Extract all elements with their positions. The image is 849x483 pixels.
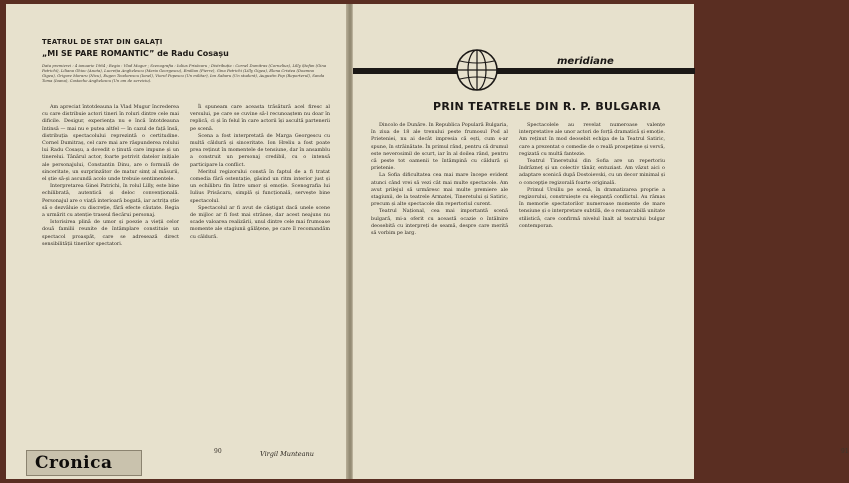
magazine-spread xyxy=(6,4,849,479)
review-headline: „MI SE PARE ROMANTIC” de Radu Cosașu xyxy=(42,49,229,58)
paragraph: Istorisirea plină de umor și poezie a vieții celor două familii reunite de întâmplare constituie un spectacol proaspăt, care se adresează direct sensibilității tinerilor spectatori. xyxy=(42,219,179,247)
theatre-kicker: TEATRUL DE STAT DIN GALAȚI xyxy=(42,38,163,46)
paragraph: Scena a fost interpretată de Marga Georgescu cu multă căldură și sinceritate. Ion Hreliu a fost poate prea reținut în momentele de tensiune, dar în ansamblu a construit un personaj credibil, cu o intensă participare la conflict. xyxy=(190,132,330,168)
production-credits: Data premierei : 4 ianuarie 1964 ; Regia : Vlad Mugur ; Scenografia : Iulius Prisăcaru ; Distribuția : Cornel Dumitras (Cornelius), Lilly Ștefan (Gina Patrichi), Liliana Ghioc (Aneta), Lucreția Anghelescu (Maria Georgescu), Emilian (Pierre), Gina Patrichi (Lilly Gigea), Elena Cristea (Doamna Gigea), Grigore Moraru (Nicu), Eugen Teodorescu (Ionel), Viorel Popescu (Un militar), Ion Sabaru (Un student), Augustin Pop (Reporterul), Sanda Toma (Ioana), Costache Anghelescu (Un om de serviciu). xyxy=(42,63,327,83)
cronica-label: Cronica xyxy=(35,453,113,473)
paragraph: Spectacolele au revelat numeroase valențe interpretative ale unor actori de forță dramatică și emoție. Am reținut în mod deosebit echipa de la Teatrul Satiric, care a prezentat o comedie de o reală prospețime și vervă, regizată cu multă fantezie. xyxy=(519,122,665,157)
left-column-2 xyxy=(190,104,330,442)
paragraph: Îi spuneam care aceasta trăsătură acel firesc al versului, pe care se cuvine să-l recunoaștem nu doar în replică, ci și în felul în care actorii își ascultă partenerii pe scenă. xyxy=(190,104,330,132)
meridiane-label: meridiane xyxy=(553,56,618,67)
paragraph: La Sofia dificultatea cea mai mare începe evident atunci când vrei să vezi cât mai multe spectacole. Am avut prilejul să urmăresc mai multe premiere ale stagiunii, de la teatrele Armatei, Tineretului și Satiric, precum și alte spectacole din repertoriul curent. xyxy=(371,172,508,208)
paragraph: Dincolo de Dunăre. In Republica Populară Bulgaria, în ziua de 18 ale trenului peste frumosul Pod al Prieteniei, nu ai decât impresia că ești, cum s-ar spune, în străinătate. În primul rând, pentru că drumul este neverosimil de scurt, iar în al doilea rând, pentru că peste tot oamenii te întâmpină cu căldură și prietenie. xyxy=(371,122,508,172)
left-page xyxy=(6,4,348,479)
left-column-1 xyxy=(42,104,179,456)
article-title: PRIN TEATRELE DIN R. P. BULGARIA xyxy=(433,100,661,113)
paragraph: Interpretarea Ginei Patrichi, în rolul Lilly, este bine echilibrată, autentică și deloc convențională. Personajul are o viață interioară bogată, iar actrița știe să o dezvăluie cu discreție, fără efecte căutate. Regia a urmărit cu atenție traseul fiecărui personaj. xyxy=(42,183,180,219)
author-signature: Virgil Munteanu xyxy=(260,450,314,458)
meridiane-band xyxy=(353,68,695,74)
right-column-2 xyxy=(519,122,665,444)
globe-icon xyxy=(455,48,499,92)
page-number-right: 91 xyxy=(841,448,849,455)
paragraph: Meritul regizorului constă în faptul de a fi tratat comedia fără ostentație, găsind un ritm interior just și un echilibru fin între umor și emoție. Scenografia lui Iulius Prisăcaru, simplă și funcțională, servește bine spectacolul. xyxy=(190,168,330,204)
paragraph: Teatrul Tineretului din Sofia are un repertoriu îndrăzneț și un colectiv tânăr, entuziast. Am văzut aici o adaptare scenică după Dostoievski, cu un decor minimal și o concepție regizorală foarte originală. xyxy=(519,158,665,186)
paragraph: Am apreciat întotdeauna la Vlad Mugur încrederea cu care distribuie actori tineri în roluri dintre cele mai dificile. Desigur, experiența nu e încă întotdeauna întinsă — mai nu e putea altfel — în cazul de față însă, distribuția spectacolului reprezintă o certitudine. Cornel Dumitraș, cel care mai are răspunderea rolului lui Radu Cosașu, a dovedit o ținută care impune și un tinerelui. Tânărul actor, foarte potrivit datelor inițiale ale personajului, Constantin Dinu, are o formulă de sinceritate, un surprinzător de matur simț al măsurii, el știe să-și ascundă acolo unde trebuie sentimentele. xyxy=(42,104,179,183)
page-number-left: 90 xyxy=(214,448,222,455)
paragraph: Teatrul Național, cea mai importantă scenă bulgară, mi-a oferit cu această ocazie o întâlnire deosebită cu interpreți de seamă, despre care merită să vorbim pe larg. xyxy=(371,208,508,237)
right-column-1 xyxy=(371,122,508,444)
paragraph: Primul Ursiliu pe scenă, în dramatizarea proprie a regizorului, construiește cu eleganță conflictul. Au rămas în memorie spectatorilor numeroase momente de mare tensiune și o interpretare subtilă, de o remarcabilă unitate stilistică, care confirmă nivelul înalt al teatrului bulgar contemporan. xyxy=(519,186,666,229)
paragraph: Spectacolul ar fi avut de câștigat dacă unele scene de mijloc ar fi fost mai strânse, dar acest neajuns nu scade valoarea realizării, unul dintre cele mai frumoase momente ale stagiunii gălățene, pe care îl recomandăm cu căldură. xyxy=(190,204,330,240)
cronica-section-tab xyxy=(26,450,142,476)
right-page xyxy=(352,4,849,479)
